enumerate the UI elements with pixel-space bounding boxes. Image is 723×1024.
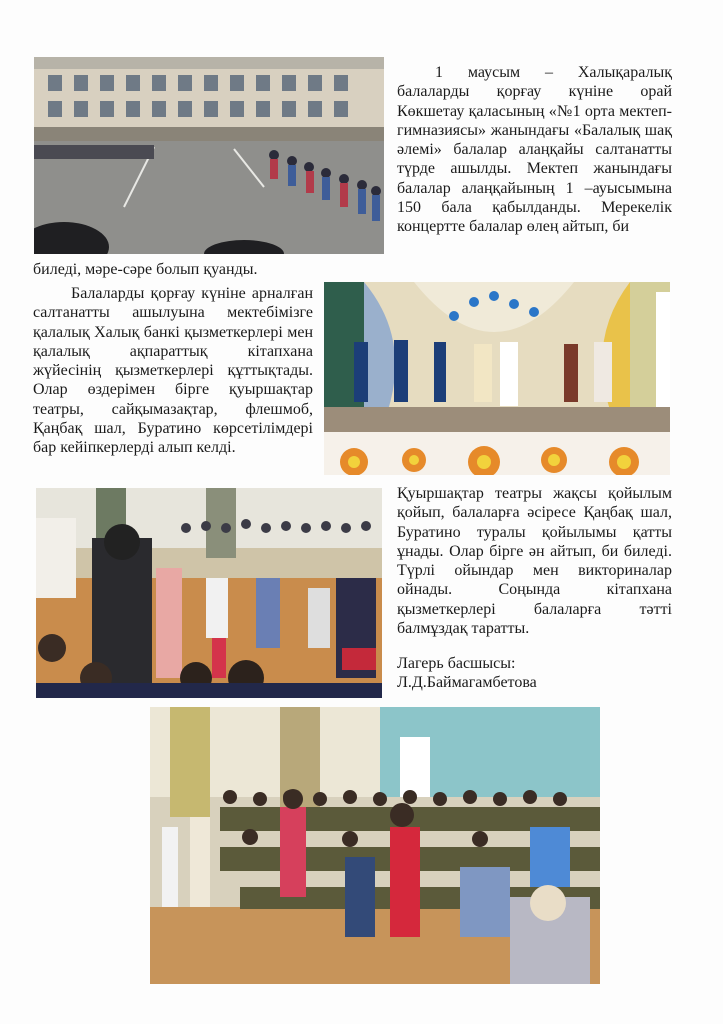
signature-block [397, 654, 672, 693]
signature-role: Лагерь басшысы: [397, 655, 516, 672]
paragraph-1-lines: 1 маусым – Халықаралық балаларды қорғау күніне орай Көкшетау қаласының «№1 орта мектеп-гимназиясы» жанындағы «Балалық шақ әлемі» балалар алаңқайы салтанатты түрде ашылды. Мектеп жанындағы балалар алаңқайының 1 –ауысымына 150 бала қабылданды. Мерекелік концертте балалар өлең айтып, би [397, 64, 672, 236]
paragraph-1 [397, 63, 672, 237]
signature-name: Л.Д.Баймагамбетова [397, 674, 537, 692]
paragraph-1-last-line: биледі, мәре-сәре болып қуанды. [33, 261, 258, 278]
stage-photo [324, 282, 670, 475]
paragraph-2 [33, 284, 313, 458]
hall-dance-photo [36, 488, 382, 698]
school-yard-photo [34, 57, 384, 254]
paragraph-3-text: Қуыршақтар театры жақсы қойылым қойып, балаларға әсіресе Қаңбақ шал, Буратино туралы қойылымы қатты ұнады. Олар бірге ән айтып, би биледі. Түрлі ойындар мен викториналар ойнады. Соңында кітапхана қызметкерлері балаларға тәтті балмұздақ таратты. [397, 485, 672, 638]
paragraph-3 [397, 484, 672, 638]
paragraph-2-text: Балаларды қорғау күніне арналған салтанатты ашылуына мектебімізге қалалық Халық банкі қызметкерлері мен қалалық ақпараттық кітапхана жүйесінің қызметкерлері құттықтады. Олар өздерімен бірге қуыршақтар театры, сайқымазақтар, флешмоб, Қаңбақ шал, Буратино көрсетілімдері бар кейіпкерлерді алып келді. [33, 285, 313, 457]
paragraph-1-continuation [33, 260, 673, 279]
audience-photo [150, 707, 600, 984]
